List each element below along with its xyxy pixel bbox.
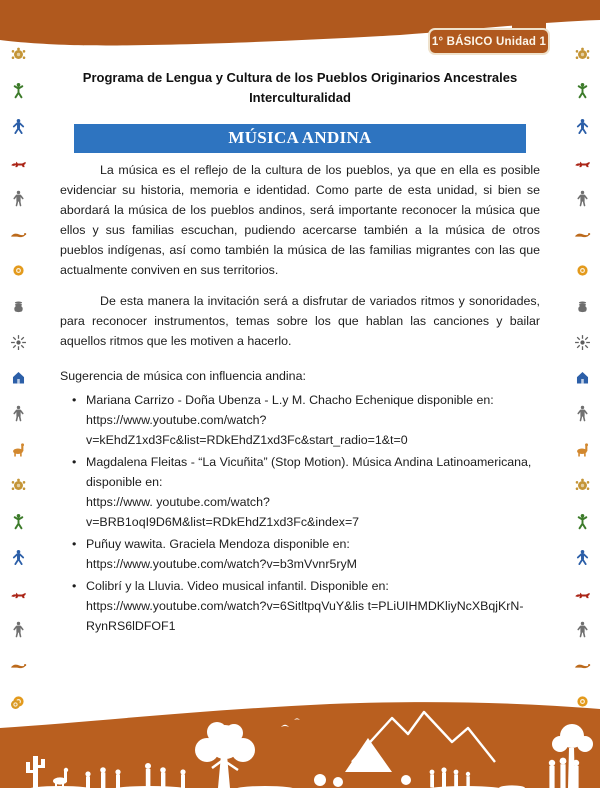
totem-icon (10, 405, 27, 422)
totem-icon (10, 190, 27, 207)
list-item (60, 534, 540, 574)
left-icon-column (5, 46, 31, 710)
turtle-icon (10, 46, 27, 63)
person-blue-icon (574, 118, 591, 135)
fox-icon (10, 154, 27, 171)
program-header (60, 68, 540, 108)
badge-label: 1° BÁSICO Unidad 1 (431, 35, 547, 48)
fox-icon (574, 585, 591, 602)
pot-icon (10, 298, 27, 315)
suggestion-label: Sugerencia de música con influencia andina: (60, 369, 306, 383)
totem-icon (574, 621, 591, 638)
bullet-marker: • (72, 455, 77, 469)
bullet-marker: • (72, 393, 77, 407)
section-title: MÚSICA ANDINA (228, 128, 372, 147)
song-list (60, 390, 540, 636)
song-url: https://www. youtube.com/watch?v=BRB1oqI9D6M&list=RDkEhdZ1xd3Fc&index=7 (86, 495, 360, 529)
person-blue-icon (10, 118, 27, 135)
totem-icon (10, 621, 27, 638)
bullet-marker: • (72, 579, 77, 593)
intro-paragraph: La música es el reflejo de la cultura de los pueblos, ya que en ella es posible evidenciar su historia, memoria e identidad. Como parte de esta unidad, si bien se abordará la música de los pueblos andinos, será importante reconocer la música que ellos y sus familias escuchan, pudiendo acercarse también a la música de otros pueblos indígenas, así como también la música de las familias migrantes con las que actualmente conviven en sus territorios. (60, 163, 540, 277)
turtle-icon (574, 477, 591, 494)
condor-icon (574, 657, 591, 674)
house-icon (10, 369, 27, 386)
person-green-icon (574, 513, 591, 530)
list-item (60, 576, 540, 636)
llama-icon (574, 441, 591, 458)
song-title: Colibrí y la Lluvia. Video musical infantil. Disponible en: (86, 579, 389, 593)
right-icon-column (569, 46, 595, 710)
condor-icon (10, 657, 27, 674)
sun-icon (574, 262, 591, 279)
song-url: https://www.youtube.com/watch?v=6SitltpqVuY&lis t=PLiUIHMDKliyNcXBqjKrN-RynRS6lDFOF1 (86, 599, 524, 633)
pot-icon (574, 298, 591, 315)
person-green-icon (10, 82, 27, 99)
list-item (60, 452, 540, 532)
turtle-icon (574, 46, 591, 63)
person-blue-icon (10, 549, 27, 566)
condor-icon (574, 226, 591, 243)
starburst-icon (10, 334, 27, 351)
program-header-line1: Programa de Lengua y Cultura de los Pueblos Originarios Ancestrales (82, 70, 518, 85)
song-url: https://www.youtube.com/watch?v=kEhdZ1xd3Fc&list=RDkEhdZ1xd3Fc&start_radio=1&t=0 (86, 413, 408, 447)
list-item (60, 390, 540, 450)
fox-icon (10, 585, 27, 602)
program-header-line2: Interculturalidad (249, 90, 351, 105)
starburst-icon (574, 334, 591, 351)
song-title: Mariana Carrizo - Doña Ubenza - L.y M. Chacho Echenique disponible en: (86, 393, 494, 407)
person-green-icon (574, 82, 591, 99)
footer-landscape (0, 700, 600, 800)
document-body (60, 68, 540, 638)
condor-icon (10, 226, 27, 243)
sun-icon (10, 262, 27, 279)
section-title-bar (74, 124, 526, 153)
song-title: Puñuy wawita. Graciela Mendoza disponible en: (86, 537, 350, 551)
song-url: https://www.youtube.com/watch?v=b3mVvnr5ryM (86, 557, 357, 571)
house-icon (574, 369, 591, 386)
totem-icon (574, 190, 591, 207)
bullet-marker: • (72, 537, 77, 551)
grade-unit-badge (428, 28, 550, 55)
person-green-icon (10, 513, 27, 530)
fox-icon (574, 154, 591, 171)
invitation-paragraph: De esta manera la invitación será a disfrutar de variados ritmos y sonoridades, para reconocer instrumentos, temas sobre los que hablan las canciones y bailar aquellos ritmos que les motiven a hacerlo. (60, 294, 540, 348)
totem-icon (574, 405, 591, 422)
turtle-icon (10, 477, 27, 494)
llama-icon (10, 441, 27, 458)
person-blue-icon (574, 549, 591, 566)
song-title: Magdalena Fleitas - “La Vicuñita” (Stop Motion). Música Andina Latinoamericana, disponible en: (86, 455, 532, 489)
